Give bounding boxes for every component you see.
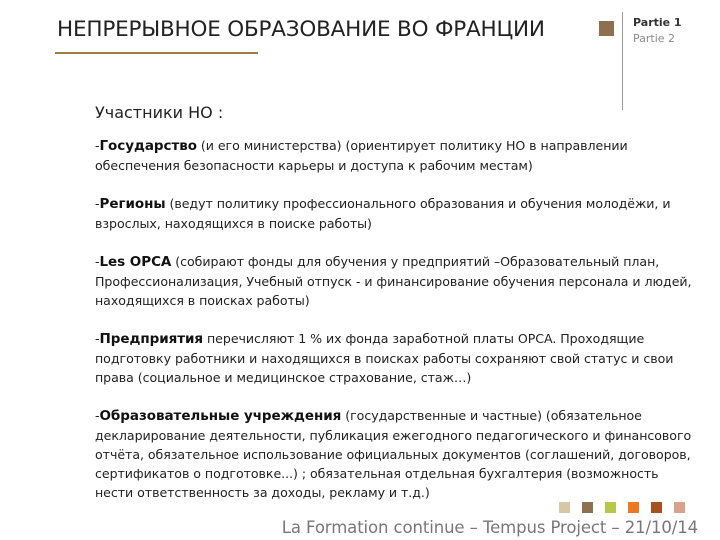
item-text: (собирают фонды для обучения у предприятий –Образовательный план, Профессионализация, Учебный отпуск - и финансирование обучения персонала и людей, находящихся в поисках работы) xyxy=(95,254,692,308)
item-prefix: - xyxy=(95,254,100,269)
item-prefix: - xyxy=(95,138,100,153)
footer-square xyxy=(559,502,570,513)
participant-item xyxy=(95,136,695,175)
item-text: перечисляют 1 % их фонда заработной платы OPCA. Проходящие подготовку работники и находящихся в поисках работы сохраняют свой статус и свои права (социальное и медицинское страхование, стаж…) xyxy=(95,331,674,385)
item-term: Предприятия xyxy=(99,331,204,347)
item-term: Образовательные учреждения xyxy=(99,408,342,424)
footer-text: La Formation continue – Tempus Project – 21/10/14 xyxy=(281,518,698,537)
nav-part-1[interactable]: Partie 1 xyxy=(633,16,682,29)
item-term: Государство xyxy=(99,138,197,154)
participant-item xyxy=(95,329,695,387)
footer-square xyxy=(674,502,685,513)
footer-square xyxy=(605,502,616,513)
footer-square xyxy=(651,502,662,513)
footer-square xyxy=(582,502,593,513)
nav-divider xyxy=(622,12,623,110)
item-term: Регионы xyxy=(99,196,166,212)
item-text: (ведут политику профессионального образования и обучения молодёжи, и взрослых, находящихся в поиске работы) xyxy=(95,196,671,231)
part-nav xyxy=(633,15,682,47)
content-area xyxy=(95,103,695,521)
nav-part-2[interactable]: Partie 2 xyxy=(633,32,676,45)
nav-marker-square xyxy=(599,21,614,36)
footer-square xyxy=(628,502,639,513)
item-prefix: - xyxy=(95,331,100,346)
item-term: Les OPCA xyxy=(99,254,172,270)
item-prefix: - xyxy=(95,408,100,423)
title-underline xyxy=(55,52,258,54)
participant-item xyxy=(95,406,695,502)
slide-title: НЕПРЕРЫВНОЕ ОБРАЗОВАНИЕ ВО ФРАНЦИИ xyxy=(57,17,545,42)
item-text: (и его министерства) (ориентирует политику НО в направлении обеспечения безопасности карьеры и доступа к рабочим местам) xyxy=(95,138,628,173)
participant-item xyxy=(95,252,695,310)
item-prefix: - xyxy=(95,196,100,211)
item-text: (государственные и частные) (обязательное декларирование деятельности, публикация ежегодного педагогического и финансового отчёта, обязательное использование официальных документов (соглашений, договоров, сертификатов о подготовке...) ; обязательная отдельная бухгалтерия (возможность нести ответственность за доходы, рекламу и т.д.) xyxy=(95,408,692,500)
participant-item xyxy=(95,194,695,233)
section-heading: Участники НО : xyxy=(95,103,224,122)
